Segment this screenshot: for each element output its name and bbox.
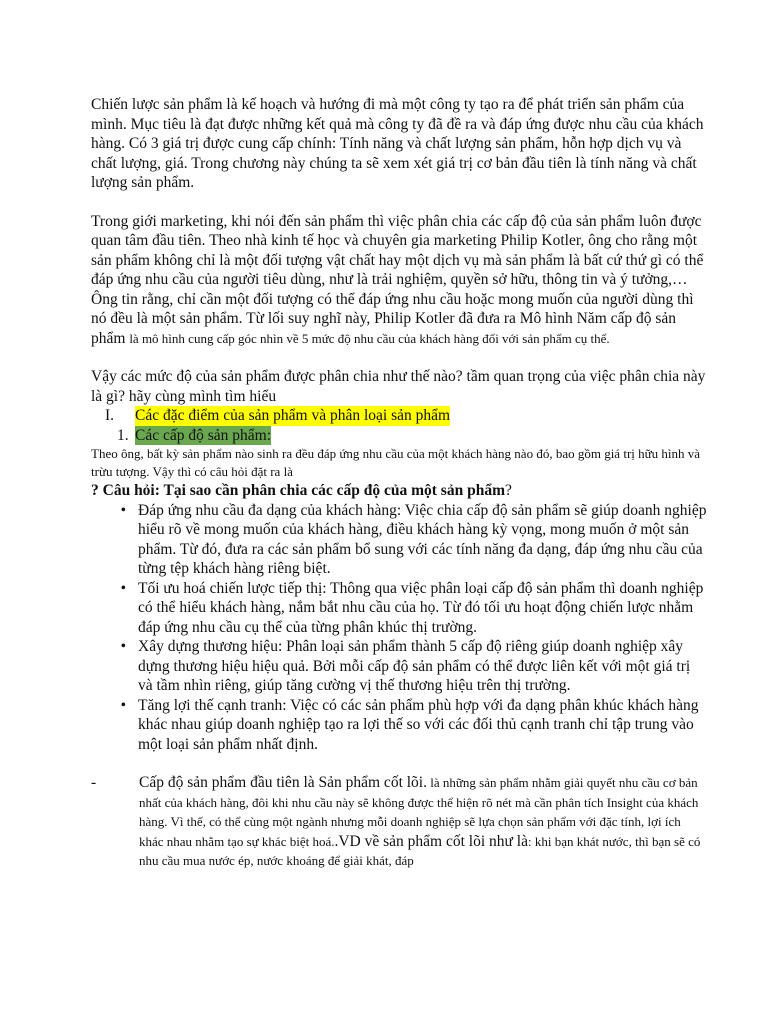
core-product-text <box>139 773 708 871</box>
section-title: Các đặc điểm của sản phẩm và phân loại sản phẩm <box>135 407 451 424</box>
list-item-text: Tăng lợi thế cạnh tranh: Việc có các sản phẩm phù hợp với đa dạng phân khúc khách hàng khác nhau giúp doanh nghiệp tạo ra lợi thế so với các đối thủ cạnh tranh chỉ tập trung vào một loại sản phẩm nhất định. <box>138 696 699 753</box>
core-small: là những sản phẩm nhằm giải quyết nhu cầu cơ bản nhất của khách hàng, đôi khi nhu cầu này sẽ không được thể hiện rõ nét mà cần phân tích Insight của khách hàng. Vì thế, có thể cùng một ngành nhưng mỗi doanh nghiệp sẽ lựa chọn sản phẩm với đặc tính, lợi ích khác nhau nhằm tạo sự khác biệt hoá. <box>139 775 699 849</box>
core-lead: Cấp độ sản phẩm đầu tiên là Sản phẩm cốt lõi. <box>139 774 427 791</box>
question-mark: ? <box>504 482 512 499</box>
spacer <box>91 193 708 212</box>
list-item <box>91 696 708 755</box>
question-line <box>91 481 708 501</box>
question-intro-paragraph: Vậy các mức độ của sản phẩm được phân chia như thế nào? tầm quan trọng của việc phân chia này là gì? hãy cùng mình tìm hiểu <box>91 368 706 405</box>
section-heading <box>91 406 708 426</box>
intro-paragraph: Chiến lược sản phẩm là kế hoạch và hướng đi mà một công ty tạo ra để phát triển sản phẩm của mình. Mục tiêu là đạt được những kết quả mà công ty đã đề ra và đáp ứng được nhu cầu của khách hàng. Có 3 giá trị được cung cấp chính: Tính năng và chất lượng sản phẩm, hỗn hợp dịch vụ và chất lượng, giá. Trong chương này chúng ta sẽ xem xét giá trị cơ bản đầu tiên là tính năng và chất lượng sản phẩm. <box>91 96 704 191</box>
core-product-item <box>91 773 708 871</box>
list-item-text: Tối ưu hoá chiến lược tiếp thị: Thông qua việc phân loại cấp độ sản phẩm thì doanh nghiệp có thể hiểu khách hàng, nắm bắt nhu cầu của họ. Từ đó tối ưu hoạt động chiến lược nhằm đáp ứng nhu cầu cụ thể của từng phân khúc thị trường. <box>138 579 704 636</box>
subsection-number: 1. <box>117 426 129 444</box>
spacer <box>91 348 708 367</box>
subsection-body: Theo ông, bất kỳ sản phẩm nào sinh ra đều đáp ứng nhu cầu của một khách hàng nào đó, bao gồm giá trị hữu hình và trừu tượng. Vậy thì có câu hỏi đặt ra là <box>91 446 701 479</box>
section-number: I. <box>105 407 115 424</box>
core-vd: .VD về sản phẩm cốt lõi như là <box>334 832 528 850</box>
list-item-text: Xây dựng thương hiệu: Phân loại sản phẩm thành 5 cấp độ riêng giúp doanh nghiệp xây dựng thương hiệu hiệu quả. Bởi mỗi cấp độ sản phẩm có thể được liên kết với một giá trị và tầm nhìn riêng, giúp tăng cường vị thế thương hiệu trên thị trường. <box>138 638 691 694</box>
list-item <box>91 501 708 579</box>
bullet-icon: • <box>120 638 126 655</box>
list-item <box>91 579 708 638</box>
marketing-small-text: là mô hình cung cấp góc nhìn về 5 mức độ nhu cầu của khách hàng đối với sản phẩm cụ thể. <box>129 330 610 346</box>
bullet-icon: • <box>120 579 126 597</box>
bullet-icon: • <box>120 501 126 519</box>
spacer <box>91 754 708 773</box>
list-item-text: Đáp ứng nhu cầu đa dạng của khách hàng: Việc chia cấp độ sản phẩm sẽ giúp doanh nghiệp hiểu rõ về mong muốn của khách hàng, điều khách hàng kỳ vọng, mong muốn ở một sản phẩm. Từ đó, đưa ra các sản phẩm bổ sung với các tính năng đa dạng, đáp ứng nhu cầu của từng tệp khách hàng riêng biệt. <box>138 501 707 577</box>
core-tail: : khi bạn khát nước, thì bạn sẽ có nhu cầu mua nước ép, nước khoáng để giải khát, đáp <box>139 833 701 868</box>
subsection-title: Các cấp độ sản phẩm: <box>135 426 272 444</box>
question-text: ? Câu hỏi: Tại sao cần phân chia các cấp độ của một sản phẩm <box>91 482 505 499</box>
subsection-heading <box>91 426 708 446</box>
marketing-paragraph <box>91 212 708 349</box>
marketing-text: Trong giới marketing, khi nói đến sản phẩm thì việc phân chia các cấp độ của sản phẩm luôn được quan tâm đầu tiên. Theo nhà kinh tế học và chuyên gia marketing Philip Kotler, ông cho rằng một sản phẩm không chỉ là một đối tượng vật chất hay một dịch vụ mà sản phẩm là bất cứ thứ gì có thể đáp ứng nhu cầu của người tiêu dùng, như là trải nghiệm, quyền sở hữu, thông tin và ý tưởng,… Ông tin rằng, chỉ cần một đối tượng có thể đáp ứng nhu cầu hoặc mong muốn của người dùng thì nó đều là một sản phẩm. Từ lối suy nghĩ này, Philip Kotler đã đưa ra Mô hình Năm cấp độ sản phẩm <box>91 212 704 347</box>
dash-marker: - <box>91 774 97 791</box>
bullet-icon: • <box>120 696 126 714</box>
list-item <box>91 637 708 696</box>
reasons-list <box>91 501 708 755</box>
